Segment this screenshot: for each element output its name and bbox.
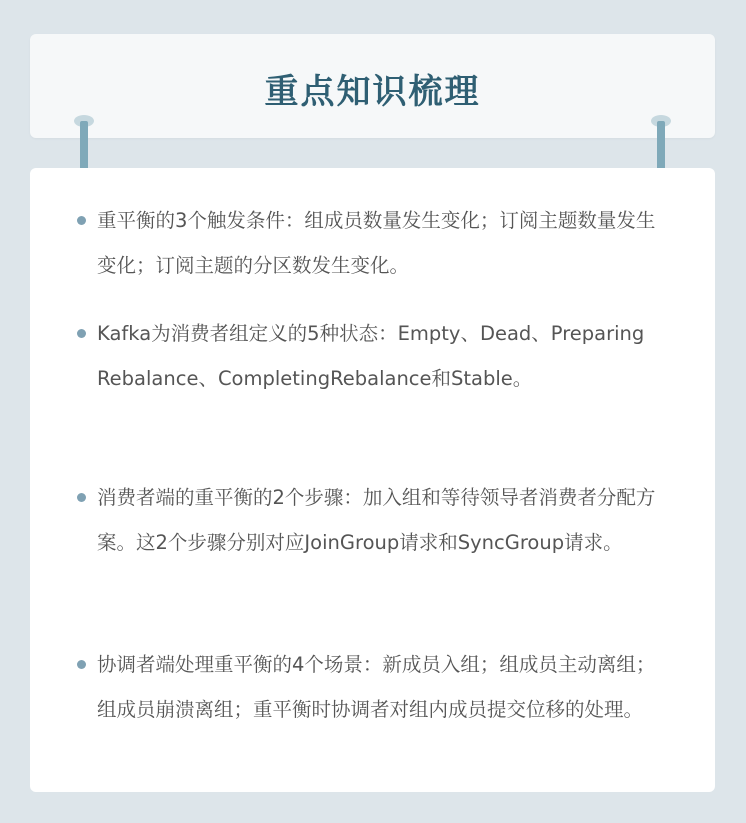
- title-card: [30, 34, 715, 138]
- page-title: 重点知识梳理: [264, 71, 481, 112]
- bullet-icon: [77, 660, 86, 669]
- list-item-text: 协调者端处理重平衡的4个场景：新成员入组；组成员主动离组；组成员崩溃离组；重平衡时协调者对组内成员提交位移的处理。: [97, 653, 656, 721]
- bullet-icon: [77, 216, 86, 225]
- content-card: [30, 168, 715, 792]
- bullet-icon: [77, 329, 86, 338]
- bullet-icon: [77, 493, 86, 502]
- list-item-text: 重平衡的3个触发条件：组成员数量发生变化；订阅主题数量发生变化；订阅主题的分区数发生变化。: [97, 209, 656, 277]
- list-item-text: 消费者端的重平衡的2个步骤：加入组和等待领导者消费者分配方案。这2个步骤分别对应JoinGroup请求和SyncGroup请求。: [97, 486, 656, 554]
- list-item-text: Kafka为消费者组定义的5种状态：Empty、Dead、PreparingRebalance、CompletingRebalance和Stable。: [97, 322, 645, 390]
